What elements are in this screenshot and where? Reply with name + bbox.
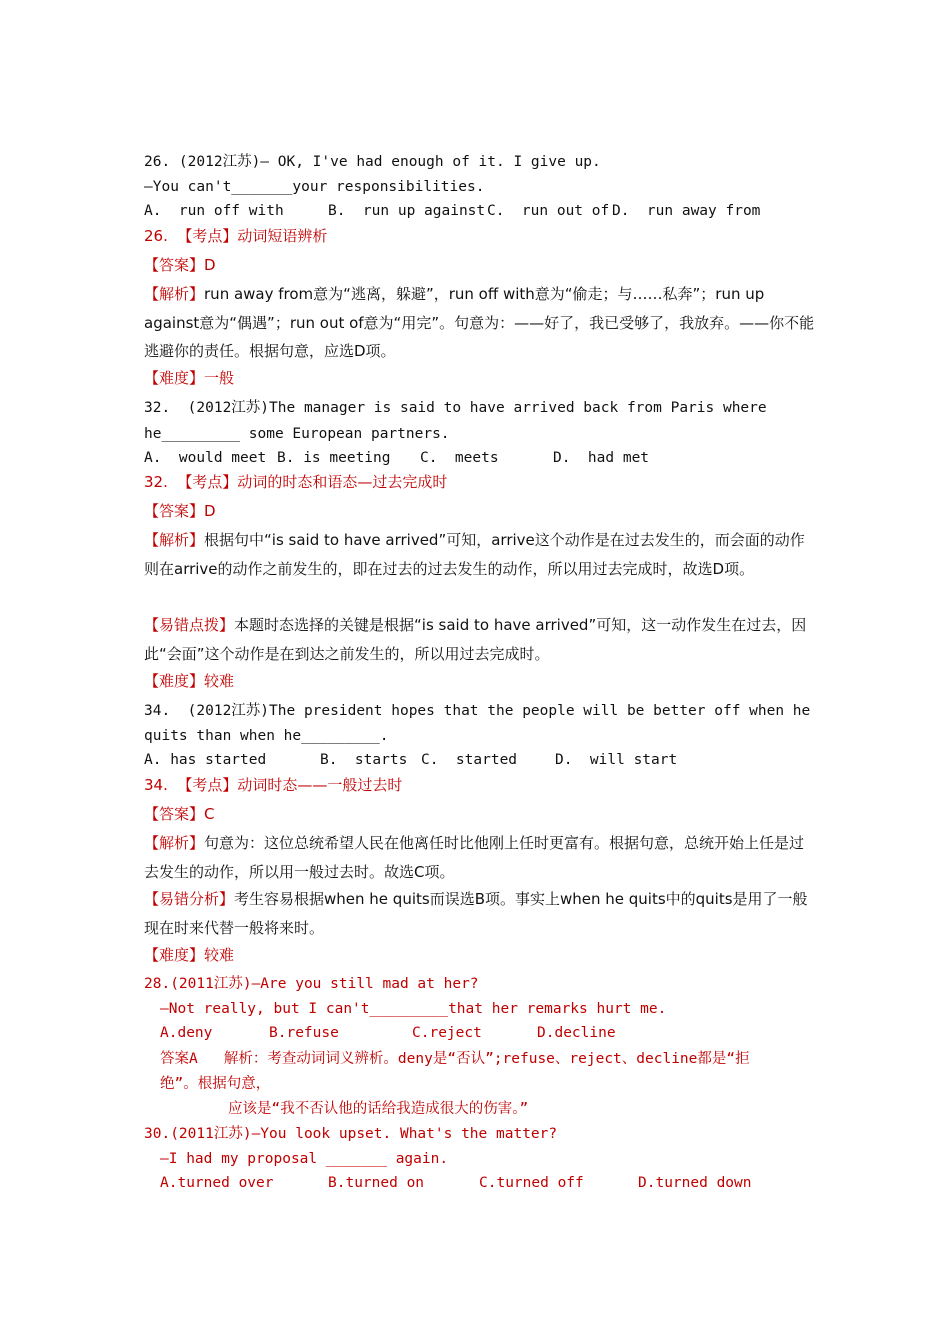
q26-answer: 【答案】D — [144, 256, 216, 274]
q28-answer-line3: 应该是“我不否认他的话给我造成很大的伤害。” — [228, 1101, 529, 1117]
q34-answer: 【答案】C — [144, 805, 215, 823]
q32-difficulty: 【难度】较难 — [144, 672, 235, 690]
q32-error-tip: 【易错点拨】本题时态选择的关键是根据“is said to have arrived”可知，这一动作发生在过去，因此“会面”这个动作是在到达之前发生的，所以用过去完成时。 — [144, 616, 807, 663]
q34-stem-line1: 34. (2012江苏)The president hopes that the people will be better off when he — [144, 703, 811, 719]
q26-option-a: A. run off with — [144, 203, 284, 219]
q26-analysis: 【解析】run away from意为“逃离，躲避”，run off with意为“偷走；与……私奔”；run up against意为“偶遇”；run out of意为“用完”。句意为：——好了，我已受够了，我放弃。——你不能逃避你的责任。根据句意，应选D项。 — [144, 285, 815, 360]
q28-option-d: D.decline — [537, 1025, 616, 1041]
q32-stem-line1: 32. (2012江苏)The manager is said to have arrived back from Paris where — [144, 400, 767, 416]
q26-stem-line1: 26. (2012江苏)— OK, I've had enough of it. I give up. — [144, 154, 601, 170]
q28-answer-line2: 绝”。根据句意， — [160, 1076, 271, 1092]
q34-option-c: C. started — [421, 752, 518, 768]
q30-stem-line2: —I had my proposal _______ again. — [160, 1151, 449, 1167]
q30-option-a: A.turned over — [160, 1175, 274, 1191]
q34-kaodian: 34. 【考点】动词时态——一般过去时 — [144, 776, 403, 794]
q32-kaodian: 32. 【考点】动词的时态和语态—过去完成时 — [144, 473, 448, 491]
q28-stem-line1: 28.(2011江苏)—Are you still mad at her? — [144, 976, 479, 992]
q30-stem-line1: 30.(2011江苏)—You look upset. What's the matter? — [144, 1126, 558, 1142]
q34-error-analysis: 【易错分析】考生容易根据when he quits而误选B项。事实上when he quits中的quits是用了一般现在时来代替一般将来时。 — [144, 890, 808, 937]
q30-option-d: D.turned down — [638, 1175, 752, 1191]
q26-difficulty: 【难度】一般 — [144, 369, 235, 387]
q30-option-c: C.turned off — [479, 1175, 584, 1191]
q32-answer: 【答案】D — [144, 502, 216, 520]
q34-stem-line2: quits than when he_________. — [144, 728, 389, 744]
q34-option-d: D. will start — [555, 752, 678, 768]
q32-analysis: 【解析】根据句中“is said to have arrived”可知，arrive这个动作是在过去发生的，而会面的动作则在arrive的动作之前发生的，即在过去的过去发生的动作，所以用过去完成时，故选D项。 — [144, 531, 805, 578]
q26-option-d: D. run away from — [612, 203, 761, 219]
q28-option-c: C.reject — [412, 1025, 482, 1041]
q32-option-b: B. is meeting — [277, 450, 391, 466]
q32-option-c: C. meets — [420, 450, 499, 466]
q26-kaodian: 26. 【考点】动词短语辨析 — [144, 227, 328, 245]
q26-option-b: B. run up against — [328, 203, 486, 219]
q34-option-a: A. has started — [144, 752, 267, 768]
q28-stem-line2: —Not really, but I can't_________that her remarks hurt me. — [160, 1001, 667, 1017]
q32-option-a: A. would meet — [144, 450, 267, 466]
q28-option-a: A.deny — [160, 1025, 213, 1041]
q28-option-b: B.refuse — [269, 1025, 339, 1041]
q28-answer-line1: 答案A 解析：考查动词词义辨析。deny是“否认”;refuse、reject、decline都是“拒 — [160, 1051, 750, 1067]
q34-analysis: 【解析】句意为：这位总统希望人民在他离任时比他刚上任时更富有。根据句意，总统开始上任是过去发生的动作，所以用一般过去时。故选C项。 — [144, 834, 805, 881]
q30-option-b: B.turned on — [328, 1175, 425, 1191]
q32-stem-line2: he_________ some European partners. — [144, 426, 450, 442]
q34-difficulty: 【难度】较难 — [144, 946, 235, 964]
q26-stem-line2: —You can't_______your responsibilities. — [144, 179, 485, 195]
q34-option-b: B. starts — [320, 752, 408, 768]
q32-option-d: D. had met — [553, 450, 650, 466]
q26-option-c: C. run out of — [487, 203, 610, 219]
